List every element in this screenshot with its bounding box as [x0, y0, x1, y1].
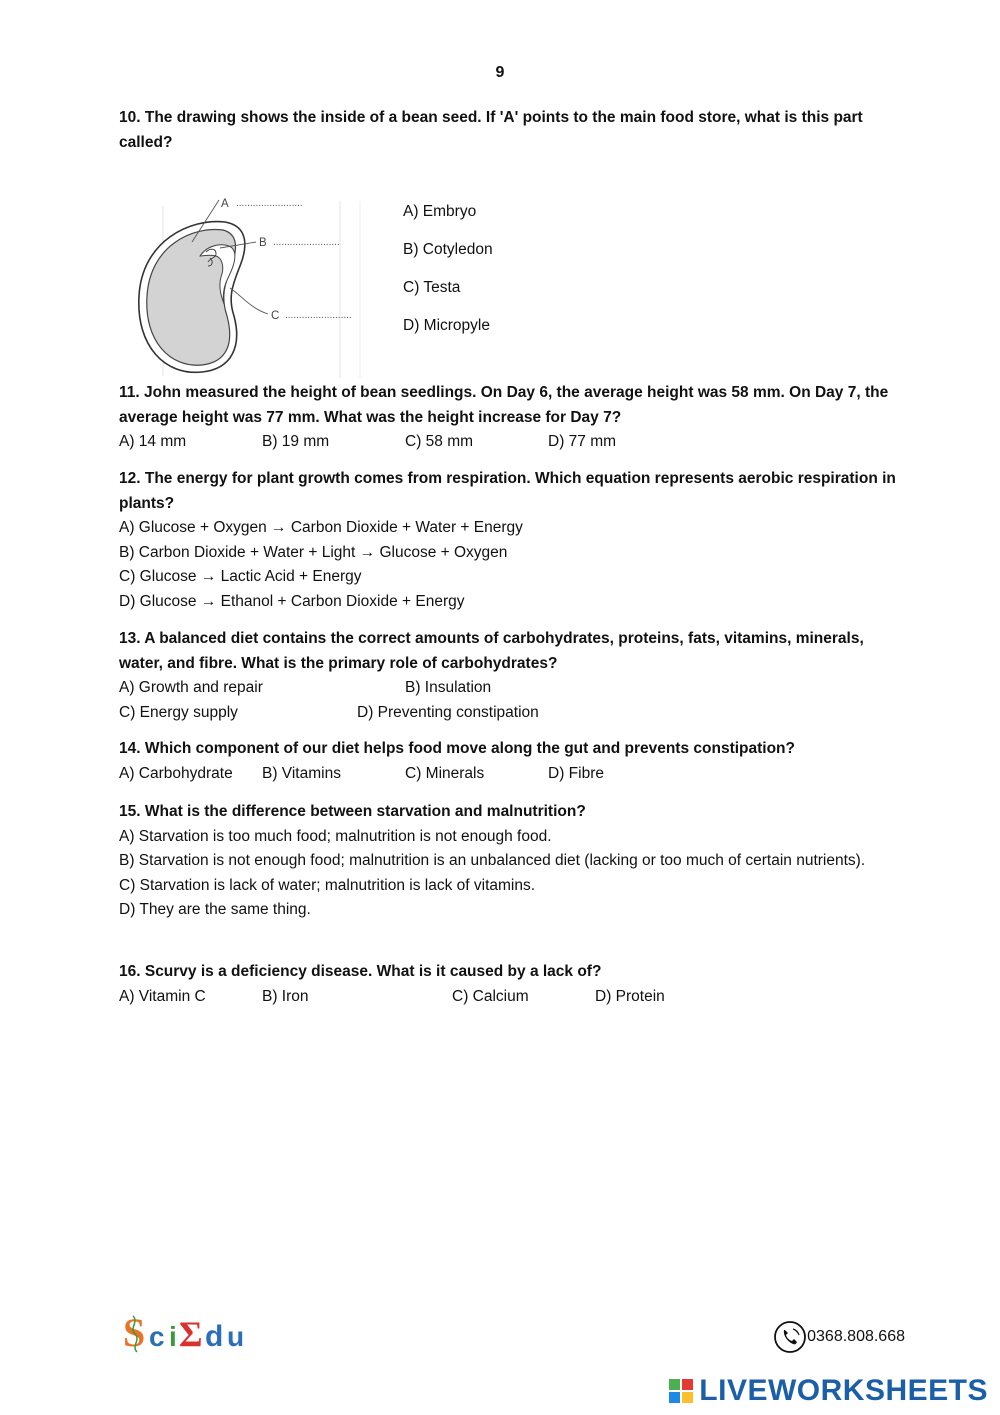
label-a: A	[221, 198, 229, 210]
sciedu-logo	[121, 1306, 261, 1356]
q11-option-c[interactable]: C) 58 mm	[405, 433, 474, 450]
q15-option-d[interactable]: D) They are the same thing.	[119, 901, 311, 918]
question-14	[119, 737, 909, 786]
q10-option-d[interactable]: D) Micropyle	[403, 317, 490, 334]
question-15-title: 15. What is the difference between starvation and malnutrition?	[119, 803, 586, 820]
q10-option-b[interactable]: B) Cotyledon	[403, 241, 493, 258]
label-b: B	[259, 237, 267, 249]
brand-text: LIVEWORKSHEETS	[699, 1374, 988, 1407]
svg-text:........................: ........................	[285, 310, 352, 321]
q11-option-d[interactable]: D) 77 mm	[548, 433, 617, 450]
liveworksheets-icon	[669, 1379, 693, 1403]
question-12	[119, 467, 909, 614]
q12-option-b[interactable]: B) Carbon Dioxide + Water + Light → Glucose + Oxygen	[119, 543, 508, 561]
q15-option-b[interactable]: B) Starvation is not enough food; malnutrition is an unbalanced diet (lacking or too much of certain nutrients).	[119, 852, 866, 869]
q15-option-c[interactable]: C) Starvation is lack of water; malnutrition is lack of vitamins.	[119, 876, 536, 894]
svg-text:........................: ........................	[236, 198, 303, 209]
svg-text:S: S	[123, 1310, 146, 1355]
q12-option-a[interactable]: A) Glucose + Oxygen → Carbon Dioxide + Water + Energy	[119, 519, 523, 536]
question-13	[119, 627, 909, 725]
phone-number: 0368.808.668	[807, 1328, 905, 1345]
q13-option-d[interactable]: D) Preventing constipation	[357, 703, 539, 721]
question-10	[119, 106, 909, 155]
footer-phone	[773, 1320, 905, 1354]
question-12-title: 12. The energy for plant growth comes from respiration. Which equation represents aerobic respiration in plants?	[119, 470, 896, 512]
q13-option-a[interactable]: A) Growth and repair	[119, 679, 263, 696]
bean-seed-diagram	[130, 186, 385, 381]
question-10-options	[403, 193, 493, 345]
q16-option-c[interactable]: C) Calcium	[452, 987, 529, 1005]
svg-text:u: u	[227, 1321, 245, 1352]
label-c: C	[271, 310, 280, 322]
q12-option-d[interactable]: D) Glucose → Ethanol + Carbon Dioxide + Energy	[119, 592, 465, 610]
liveworksheets-brand	[669, 1374, 988, 1408]
question-10-title: 10. The drawing shows the inside of a bean seed. If 'A' points to the main food store, what is this part called?	[119, 109, 863, 151]
q14-option-b[interactable]: B) Vitamins	[262, 764, 341, 782]
q16-option-b[interactable]: B) Iron	[262, 987, 309, 1005]
page-number: 9	[495, 64, 505, 81]
q16-option-a[interactable]: A) Vitamin C	[119, 987, 206, 1005]
question-13-title: 13. A balanced diet contains the correct amounts of carbohydrates, proteins, fats, vitamins, minerals, water, and fibre. What is the primary role of carbohydrates?	[119, 630, 864, 672]
svg-text:c: c	[149, 1321, 165, 1352]
svg-text:Σ: Σ	[179, 1314, 203, 1354]
question-15	[119, 800, 909, 923]
q11-option-b[interactable]: B) 19 mm	[262, 433, 330, 450]
question-16	[119, 960, 909, 1009]
q15-option-a[interactable]: A) Starvation is too much food; malnutrition is not enough food.	[119, 827, 552, 845]
svg-text:d: d	[205, 1320, 224, 1353]
q16-option-d[interactable]: D) Protein	[595, 987, 665, 1005]
q10-option-a[interactable]: A) Embryo	[403, 203, 477, 220]
question-11	[119, 381, 909, 455]
q14-option-a[interactable]: A) Carbohydrate	[119, 764, 233, 782]
question-16-title: 16. Scurvy is a deficiency disease. What is it caused by a lack of?	[119, 963, 602, 980]
q11-option-a[interactable]: A) 14 mm	[119, 433, 187, 450]
svg-text:........................: ........................	[273, 237, 340, 248]
question-11-options	[119, 430, 909, 455]
q10-option-c[interactable]: C) Testa	[403, 279, 461, 296]
svg-text:i: i	[169, 1321, 177, 1352]
question-14-title: 14. Which component of our diet helps food move along the gut and prevents constipation?	[119, 740, 795, 757]
q12-option-c[interactable]: C) Glucose → Lactic Acid + Energy	[119, 568, 362, 585]
q13-option-c[interactable]: C) Energy supply	[119, 703, 238, 721]
q14-option-d[interactable]: D) Fibre	[548, 764, 604, 782]
question-11-title: 11. John measured the height of bean seedlings. On Day 6, the average height was 58 mm. On Day 7, the average height was 77 mm. What was the height increase for Day 7?	[119, 384, 889, 426]
phone-icon	[773, 1320, 807, 1354]
q13-option-b[interactable]: B) Insulation	[405, 679, 492, 696]
q14-option-c[interactable]: C) Minerals	[405, 764, 485, 782]
